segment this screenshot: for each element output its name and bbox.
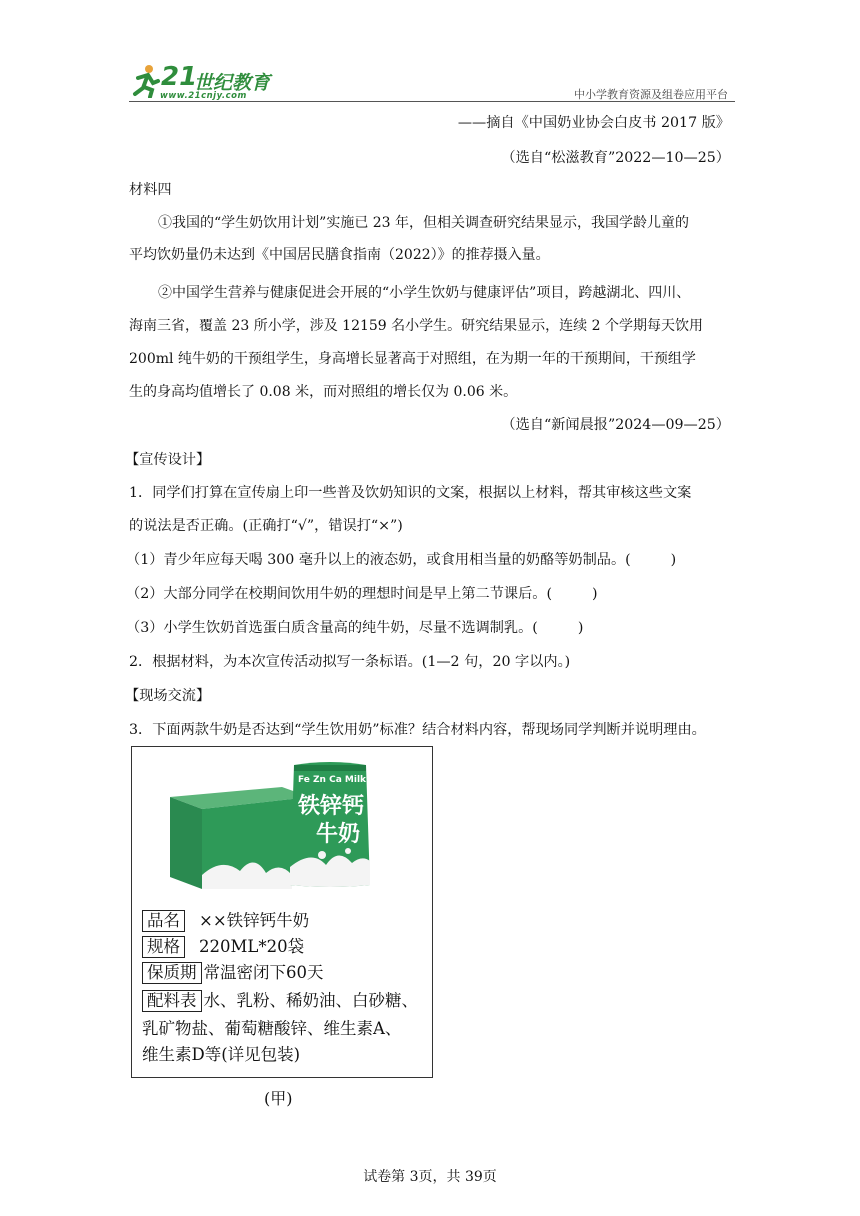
logo [130,60,270,102]
page-number: 试卷第 3页，共 39页 [363,1169,497,1185]
product-card [131,746,433,1078]
material4-title: 材料四 [129,182,172,198]
close-paren: ) [670,552,677,568]
ingredients-line2: 乳矿物盐、葡萄糖酸锌、维生素A、 [142,1019,402,1038]
question1-line2: 的说法是否正确。(正确打“√”，错误打“×”) [129,518,403,534]
ingredients-label: 配料表 [142,990,202,1012]
logo-url: www.21cnjy.com [160,91,247,101]
shelf-value: 常温密闭下60天 [203,963,324,982]
item2-text: （2）大部分同学在校期间饮用牛奶的理想时间是早上第二节课后。( [126,586,553,602]
material4-p2-line1: ②中国学生营养与健康促进会开展的“小学生饮奶与健康评估”项目，跨越湖北、四川、 [158,285,691,301]
item1-text: （1）青少年应每天喝 300 毫升以上的液态奶，或食用相当量的奶酪等奶制品。( [126,552,631,568]
spec-name [142,907,309,932]
close-paren: ) [592,586,598,602]
spec-shelf [142,959,324,984]
name-label: 品名 [142,910,185,932]
material4-source: （选自“新闻晨报”2024—09—25） [501,417,730,433]
spec-label: 规格 [142,936,185,958]
material4-p2-line3: 200ml 纯牛奶的干预组学生，身高增长显著高于对照组，在为期一年的干预期间，干预组学 [129,351,696,367]
product-caption: (甲) [264,1089,293,1108]
platform-name: 中小学教育资源及组卷应用平台 [574,88,728,101]
ingredients-line3: 维生素D等(详见包装) [142,1045,301,1064]
material4-p2-line2: 海南三省，覆盖 23 所小学，涉及 12159 名小学生。研究结果显示，连续 2 个学期每天饮用 [129,318,703,334]
logo-chinese: 世纪教育 [194,72,271,94]
header-rule [129,101,735,102]
logo-number: 21 [161,62,198,92]
question1-item2 [126,584,732,604]
material4-p1-line1: ①我国的“学生奶饮用计划”实施已 23 年，但相关调查研究结果显示，我国学龄儿童的 [158,215,690,231]
ingredients-line1: 水、乳粉、稀奶油、白砂糖、 [203,991,418,1010]
spec-ingredients [142,987,418,1012]
question1-item3 [126,618,732,638]
citation-whitepaper: ——摘自《中国奶业协会白皮书 2017 版》 [457,115,730,131]
pack-text-cn1: 铁锌钙 [298,794,365,819]
pack-text-en: Fe Zn Ca Milk [298,775,367,785]
name-value: ××铁锌钙牛奶 [199,911,310,930]
spec-size [142,933,304,958]
close-paren: ) [577,620,584,636]
question1-item1 [126,550,732,570]
question3: 3．下面两款牛奶是否达到“学生饮用奶”标准？结合材料内容，帮现场同学判断并说明理由。 [129,722,706,738]
spec-value: 220ML*20袋 [199,937,305,956]
question1-line1: 1．同学们打算在宣传扇上印一些普及饮奶知识的文案，根据以上材料，帮其审核这些文案 [129,485,692,501]
citation-source1: （选自“松滋教育”2022—10—25） [501,150,730,166]
runner-icon [130,64,160,98]
section-title-exchange: 【现场交流】 [125,688,211,704]
shelf-label: 保质期 [142,962,202,984]
material4-p1-line2: 平均饮奶量仍未达到《中国居民膳食指南（2022）》的推荐摄入量。 [129,247,550,263]
item3-text: （3）小学生饮奶首选蛋白质含量高的纯牛奶，尽量不选调制乳。( [126,620,538,636]
section-title-design: 【宣传设计】 [125,452,211,468]
material4-p2-line4: 生的身高均值增长了 0.08 米，而对照组的增长仅为 0.06 米。 [129,384,518,400]
question2: 2．根据材料，为本次宣传活动拟写一条标语。(1—2 句，20 字以内。) [129,654,571,670]
pack-text-cn2: 牛奶 [316,822,361,847]
